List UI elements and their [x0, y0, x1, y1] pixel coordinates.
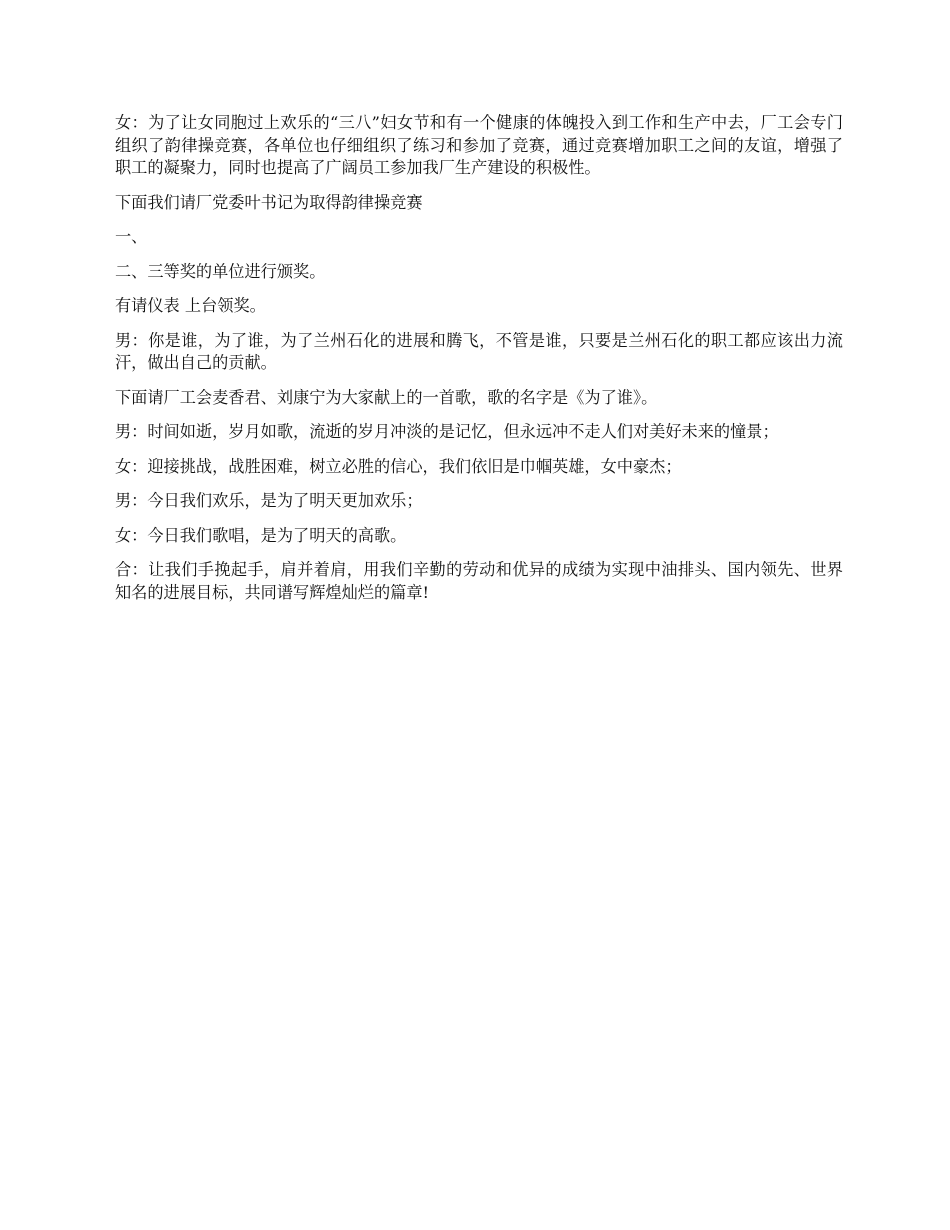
document-body: [115, 112, 843, 616]
paragraph-male-who: 男：你是谁，为了谁，为了兰州石化的进展和腾飞，不管是谁，只要是兰州石化的职工都应该出力流汗，做出自己的贡献。: [115, 330, 843, 372]
paragraph-male-happy: 男：今日我们欢乐，是为了明天更加欢乐；: [115, 491, 423, 510]
paragraph-together-closing: 合：让我们手挽起手，肩并着肩，用我们辛勤的劳动和优异的成绩为实现中油排头、国内领先、世界知名的进展目标，共同谱写辉煌灿烂的篇章!: [115, 560, 843, 602]
paragraph-female-challenge: 女：迎接挑战，战胜困难，树立必胜的信心，我们依旧是巾帼英雄，女中豪杰；: [115, 456, 682, 476]
paragraph-song-intro: 下面请厂工会麦香君、刘康宁为大家献上的一首歌，歌的名字是《为了谁》。: [115, 387, 658, 407]
paragraph-second-third-prize: 二、三等奖的单位进行颁奖。: [115, 261, 326, 281]
paragraph-opening-female: 女：为了让女同胞过上欢乐的“三八”妇女节和有一个健康的体魄投入到工作和生产中去，厂工会专门组织了韵律操竞赛，各单位也仔细组织了练习和参加了竞赛，通过竞赛增加职工之间的友谊，增强了职工的凝聚力，同时也提高了广阔员工参加我厂生产建设的积极性。: [115, 113, 843, 177]
paragraph-invite-winners: 有请仪表 上台领奖。: [115, 296, 266, 315]
paragraph-award-intro: 下面我们请厂党委叶书记为取得韵律操竞赛: [115, 192, 423, 212]
paragraph-male-time: 男：时间如逝，岁月如歌，流逝的岁月冲淡的是记忆，但永远冲不走人们对美好未来的憧景；: [115, 422, 779, 441]
paragraph-female-sing: 女：今日我们歌唱，是为了明天的高歌。: [115, 525, 407, 545]
paragraph-first-prize: 一、: [115, 227, 148, 246]
